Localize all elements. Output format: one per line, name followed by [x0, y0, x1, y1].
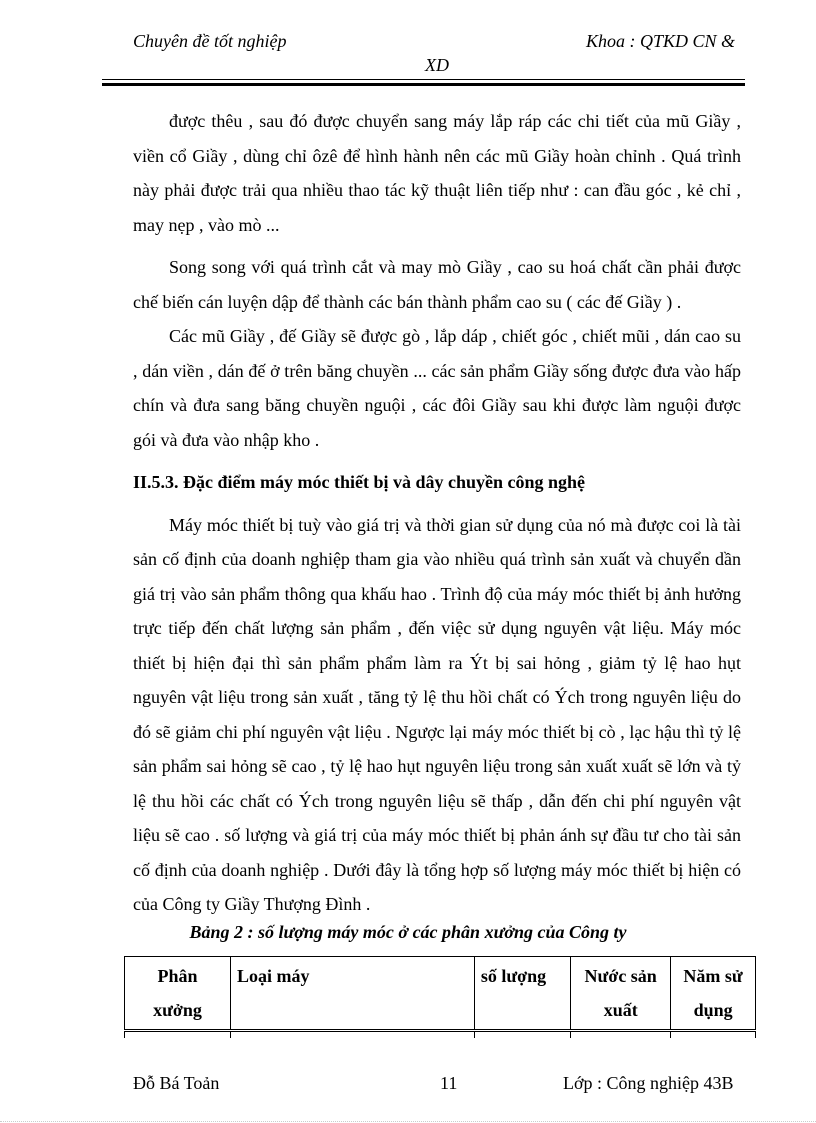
- column-header-quantity: số lượng: [474, 957, 570, 1031]
- paragraph-machinery: Máy móc thiết bị tuỳ vào giá trị và thời gian sử dụng của nó mà được coi là tài sản cố định của doanh nghiệp tham gia vào nhiều quá trình sản xuất và chuyển dần giá trị vào sản phẩm thông qua khấu hao . Trình độ của máy móc thiết bị ảnh hưởng trực tiếp đến chất lượng sản phẩm , đến việc sử dụng nguyên vật liệu. Máy móc thiết bị hiện đại thì sản phẩm phẩm làm ra Ýt bị sai hỏng , giảm tỷ lệ hao hụt nguyên vật liệu trong sản xuất , tăng tỷ lệ thu hồi chất có Ých trong nguyên liệu do đó sẽ giảm chi phí nguyên vật liệu . Ngược lại máy móc thiết bị cò , lạc hậu thì tỷ lệ sản phẩm sai hỏng sẽ cao , tỷ lệ hao hụt nguyên liệu trong sản xuất xuất sẽ lớn và tỷ lệ thu hồi các chất có Ých trong nguyên liệu sẽ thấp , dẫn đến chi phí nguyên vật liệu sẽ cao . số lượng và giá trị của máy móc thiết bị phản ánh sự đầu tư cho tài sản cố định của doanh nghiệp . Dưới đây là tổng hợp số lượng máy móc thiết bị hiện có của Công ty Giầy Thượng Đình .: [133, 514, 741, 914]
- header-faculty: Khoa : QTKD CN &: [586, 31, 736, 51]
- footer-class: Lớp : Công nghiệp 43B: [563, 1073, 734, 1093]
- footer-author: Đỗ Bá Toản: [133, 1073, 220, 1093]
- table-caption: Bảng 2 : số lượng máy móc ở các phân xưởng của Công ty: [189, 922, 627, 942]
- section-heading: II.5.3. Đặc điểm máy móc thiết bị và dây chuyền công nghệ: [133, 472, 586, 492]
- footer-page-number: 11: [440, 1073, 458, 1093]
- header-rule-thick: [102, 83, 745, 86]
- paragraph-sewing-process: được thêu , sau đó được chuyển sang máy lắp ráp các chi tiết của mũ Giầy , viền cổ Giầy , dùng chỉ ôzê để hình hành nên các mũ Giầy hoàn chỉnh . Quá trình này phải được trải qua nhiều thao tác kỹ thuật liên tiếp như : can đầu góc , kẻ chỉ , may nẹp , vào mò ...: [133, 111, 741, 235]
- column-header-country: Nước sản xuất: [571, 957, 671, 1031]
- paragraph-rubber-process: Song song với quá trình cắt và may mò Giầy , cao su hoá chất cần phải được chế biến cán luyện dập để thành các bán thành phẩm cao su ( các đế Giầy ) .: [133, 257, 741, 312]
- table-separator-row: [125, 1031, 756, 1039]
- column-header-year: Năm sử dụng: [671, 957, 756, 1031]
- document-body: [133, 104, 741, 922]
- paragraph-assembly-process: Các mũ Giầy , đế Giầy sẽ được gò , lắp dáp , chiết góc , chiết mũi , dán cao su , dán viền , dán đế ở trên băng chuyền ... các sản phẩm Giầy sống được đưa vào hấp chín và đưa sang băng chuyền nguội , các đôi Giầy sau khi được làm nguội được gói và đưa vào nhập kho .: [133, 326, 741, 450]
- machines-table: [124, 956, 756, 1038]
- header-title: Chuyên đề tốt nghiệp: [133, 31, 287, 51]
- column-header-machine-type: Loại máy: [231, 957, 475, 1031]
- header-faculty-continued: XD: [425, 55, 449, 75]
- header-rule-thin: [102, 79, 745, 80]
- column-header-workshop: Phân xưởng: [125, 957, 231, 1031]
- table-header-row: [125, 957, 756, 1031]
- page-bottom-edge: [0, 1121, 816, 1122]
